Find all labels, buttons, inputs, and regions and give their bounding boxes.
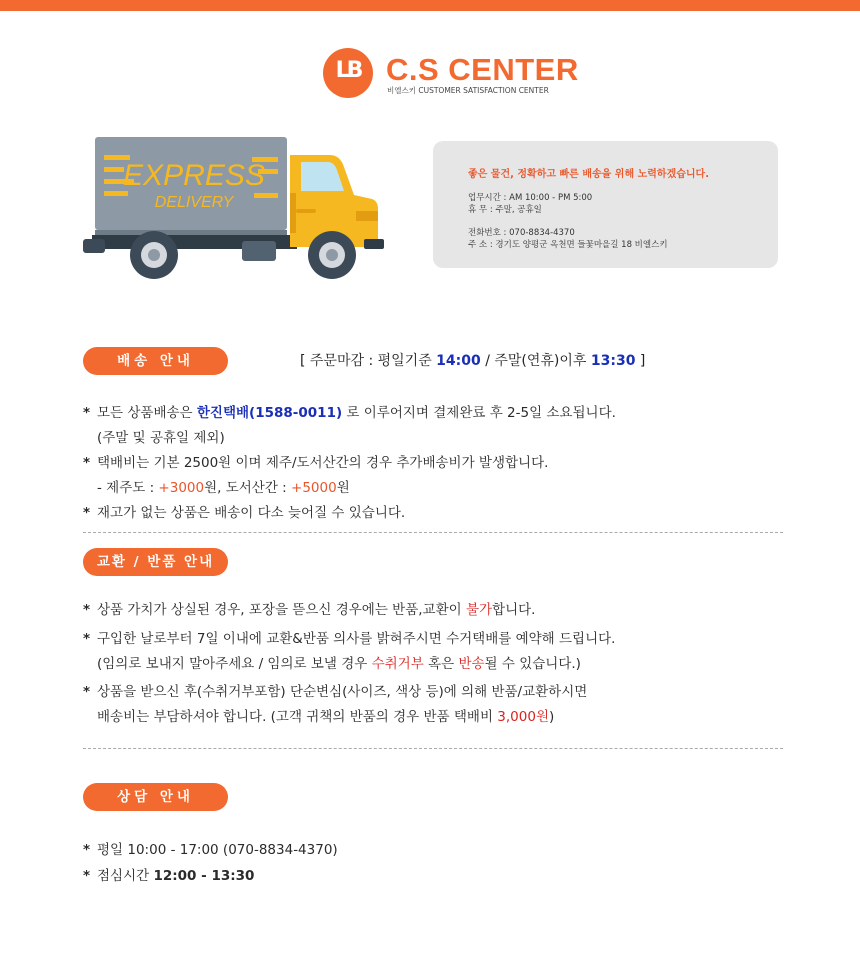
- shipping-line-stock: [83, 501, 405, 521]
- island-label: 원, 도서산간 :: [204, 480, 292, 496]
- section-divider: [83, 532, 783, 533]
- shipping-line-courier: [83, 401, 616, 421]
- delivery-truck-illustration: [82, 135, 387, 285]
- refusal-text: 수취거부: [371, 656, 424, 672]
- return-sent-text: 반송: [458, 656, 485, 672]
- consult-hours-text: 평일 10:00 - 17:00 (070-8834-4370): [97, 842, 338, 858]
- order-deadline: [300, 350, 645, 370]
- courier-name: 한진택배(1588-0011): [196, 405, 343, 421]
- returns-l3-post: 될 수 있습니다.): [484, 656, 581, 672]
- returns-section-pill: 교환 / 반품 안내: [83, 548, 228, 576]
- business-hours: [468, 191, 592, 203]
- section-divider: [83, 748, 783, 749]
- bullet: *: [83, 405, 91, 421]
- holidays-value: 주말, 공휴일: [495, 205, 542, 215]
- returns-l1-post: 합니다.: [492, 602, 536, 618]
- stock-delay-text: 재고가 없는 상품은 배송이 다소 늦어질 수 있습니다.: [97, 505, 406, 521]
- brand-logo: [323, 48, 579, 100]
- deadline-weekday: 14:00: [436, 353, 481, 369]
- lunch-label: 점심시간: [97, 868, 154, 884]
- store-info-card: [433, 141, 778, 268]
- returns-line-fee: [97, 705, 554, 725]
- deadline-middle: / 주말(연휴)이후: [480, 353, 591, 369]
- returns-l5-pre: 배송비는 부담하셔야 합니다. (고객 귀책의 반품의 경우 반품 택배비: [97, 709, 498, 725]
- return-fee-amount: 3,000원: [497, 709, 549, 725]
- info-headline: 좋은 물건, 정확하고 빠른 배송을 위해 노력하겠습니다.: [468, 169, 710, 180]
- courier-text-pre: 모든 상품배송은: [97, 405, 197, 421]
- returns-l1-pre: 상품 가치가 상실된 경우, 포장을 뜯으신 경우에는 반품,교환이: [97, 602, 466, 618]
- jeju-fee: +3000: [158, 480, 205, 496]
- consult-line-hours: [83, 838, 338, 858]
- not-allowed-text: 불가: [465, 602, 493, 618]
- page-subtitle: 비엘스키 CUSTOMER SATISFACTION CENTER: [387, 86, 549, 95]
- logo-badge-text: LB: [335, 58, 361, 83]
- deadline-weekend: 13:30: [590, 353, 636, 369]
- deadline-prefix: [ 주문마감 : 평일기준: [300, 353, 437, 369]
- bullet: *: [83, 631, 91, 647]
- returns-l5-post: ): [549, 709, 555, 725]
- address-value: 경기도 양평군 옥천면 들꽃마을길 18 비엘스키: [495, 240, 668, 250]
- bullet: *: [83, 842, 91, 858]
- phone-number: [468, 226, 575, 238]
- truck-text-delivery: DELIVERY: [154, 194, 234, 211]
- returns-l3-mid: 혹은: [423, 656, 459, 672]
- bullet: *: [83, 455, 91, 471]
- address-label: 주 소 :: [468, 240, 496, 250]
- courier-text-post: 로 이루어지며 결제완료 후 2-5일 소요됩니다.: [342, 405, 616, 421]
- business-hours-value: AM 10:00 - PM 5:00: [509, 193, 593, 203]
- consult-section-pill: 상담 안내: [83, 783, 228, 811]
- shipping-line-extra-fee: [97, 476, 350, 496]
- island-fee: +5000: [291, 480, 337, 496]
- bullet: *: [83, 868, 91, 884]
- returns-line-warning: [97, 652, 581, 672]
- consult-line-lunch: [83, 864, 254, 884]
- change-mind-text: 상품을 받으신 후(수취거부포함) 단순변심(사이즈, 색상 등)에 의해 반품/교환하시면: [97, 684, 588, 700]
- shipping-fee-text: 택배비는 기본 2500원 이며 제주/도서산간의 경우 추가배송비가 발생합니다.: [97, 455, 549, 471]
- shipping-section-pill: 배송 안내: [83, 347, 228, 375]
- bullet: *: [83, 505, 91, 521]
- deadline-suffix: ]: [635, 353, 646, 369]
- business-hours-label: 업무시간 :: [468, 193, 510, 203]
- lunch-time: 12:00 - 13:30: [153, 868, 255, 884]
- returns-line-not-allowed: [83, 598, 535, 618]
- shipping-line-fee: [83, 451, 548, 471]
- won-suffix: 원: [336, 480, 350, 496]
- top-accent-bar: [0, 0, 860, 11]
- jeju-label: - 제주도 :: [97, 480, 159, 496]
- returns-seven-days-text: 구입한 날로부터 7일 이내에 교환&반품 의사를 밝혀주시면 수거택배를 예약해 드립니다.: [97, 631, 616, 647]
- truck-text-express: EXPRESS: [123, 159, 265, 192]
- returns-l3-pre: (임의로 보내지 말아주세요 / 임의로 보낼 경우: [97, 656, 372, 672]
- bullet: *: [83, 684, 91, 700]
- holidays-label: 휴 무 :: [468, 205, 496, 215]
- shipping-line-weekend-note: (주말 및 공휴일 제외): [97, 430, 225, 446]
- returns-line-change-mind: [83, 680, 587, 700]
- holidays: [468, 203, 542, 215]
- returns-line-seven-days: [83, 627, 615, 647]
- page-title: C.S CENTER: [386, 52, 579, 87]
- bullet: *: [83, 602, 91, 618]
- phone-value: 070-8834-4370: [509, 228, 575, 238]
- phone-label: 전화번호 :: [468, 228, 510, 238]
- address: [468, 238, 668, 250]
- logo-badge: [323, 48, 373, 98]
